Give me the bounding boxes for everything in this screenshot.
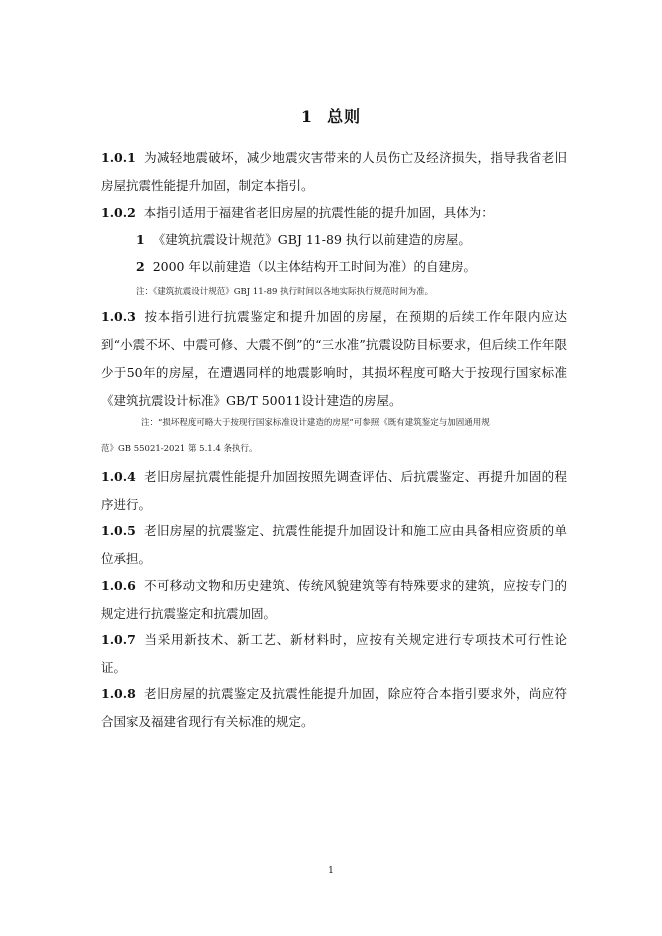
clause-number: 1.0.5 — [101, 523, 136, 538]
clause-number: 1.0.7 — [101, 632, 136, 647]
clause-1-0-1 — [101, 144, 567, 200]
list-item-text: 2000 年以前建造（以主体结构开工时间为准）的自建房。 — [152, 259, 476, 274]
list-item-number: 1 — [136, 232, 145, 247]
clause-1-0-3 — [101, 303, 567, 415]
clause-text: 老旧房屋的抗震鉴定、抗震性能提升加固设计和施工应由具备相应资质的单位承担。 — [101, 523, 567, 566]
clause-text: 按本指引进行抗震鉴定和提升加固的房屋，在预期的后续工作年限内应达到“小震不坏、中震可修、大震不倒”的“三水准”抗震设防目标要求，但后续工作年限少于50年的房屋，在遭遇同样的地震影响时，其损坏程度可略大于按现行国家标准《建筑抗震设计标准》GB/T 50011设计建造的房屋。 — [101, 309, 567, 408]
page-number: 1 — [328, 866, 334, 876]
clause-1-0-7 — [101, 626, 567, 682]
clause-text: 老旧房屋的抗震鉴定及抗震性能提升加固，除应符合本指引要求外，尚应符合国家及福建省现行有关标准的规定。 — [101, 686, 567, 729]
clause-text: 老旧房屋抗震性能提升加固按照先调查评估、后抗震鉴定、再提升加固的程序进行。 — [101, 469, 567, 512]
list-item-number: 2 — [136, 259, 145, 274]
list-item-text: 《建筑抗震设计规范》GBJ 11-89 执行以前建造的房屋。 — [152, 232, 471, 247]
list-item — [136, 226, 576, 254]
clause-number: 1.0.4 — [101, 469, 136, 484]
clause-text: 本指引适用于福建省老旧房屋的抗震性能的提升加固，具体为： — [143, 205, 494, 220]
clause-text: 为减轻地震破坏，减少地震灾害带来的人员伤亡及经济损失，指导我省老旧房屋抗震性能提升加固，制定本指引。 — [101, 150, 567, 193]
list-item — [136, 253, 576, 281]
clause-text: 当采用新技术、新工艺、新材料时，应按有关规定进行专项技术可行性论证。 — [101, 632, 567, 675]
clause-1-0-6 — [101, 572, 567, 628]
clause-1-0-8 — [101, 680, 567, 736]
chapter-number: 1 — [300, 107, 314, 126]
clause-1-0-5 — [101, 517, 567, 573]
clause-number: 1.0.2 — [101, 205, 136, 220]
clause-number: 1.0.1 — [101, 150, 136, 165]
note-1: 注：《建筑抗震设计规范》GBJ 11-89 执行时间以各地实际执行规范时间为准。 — [136, 287, 434, 297]
chapter-title — [0, 104, 662, 127]
note-2-line-2: 范》GB 55021-2021 第 5.1.4 条执行。 — [101, 444, 258, 454]
clause-1-0-2 — [101, 199, 567, 227]
clause-number: 1.0.6 — [101, 578, 136, 593]
note-2-line-1: 注：“损坏程度可略大于按现行国家标准设计建造的房屋”可参照《既有建筑鉴定与加固通用规 — [141, 418, 490, 428]
chapter-title-text: 总则 — [327, 107, 362, 126]
clause-text: 不可移动文物和历史建筑、传统风貌建筑等有特殊要求的建筑，应按专门的规定进行抗震鉴定和抗震加固。 — [101, 578, 567, 621]
clause-number: 1.0.8 — [101, 686, 136, 701]
clause-number: 1.0.3 — [101, 309, 136, 324]
clause-1-0-4 — [101, 463, 567, 519]
